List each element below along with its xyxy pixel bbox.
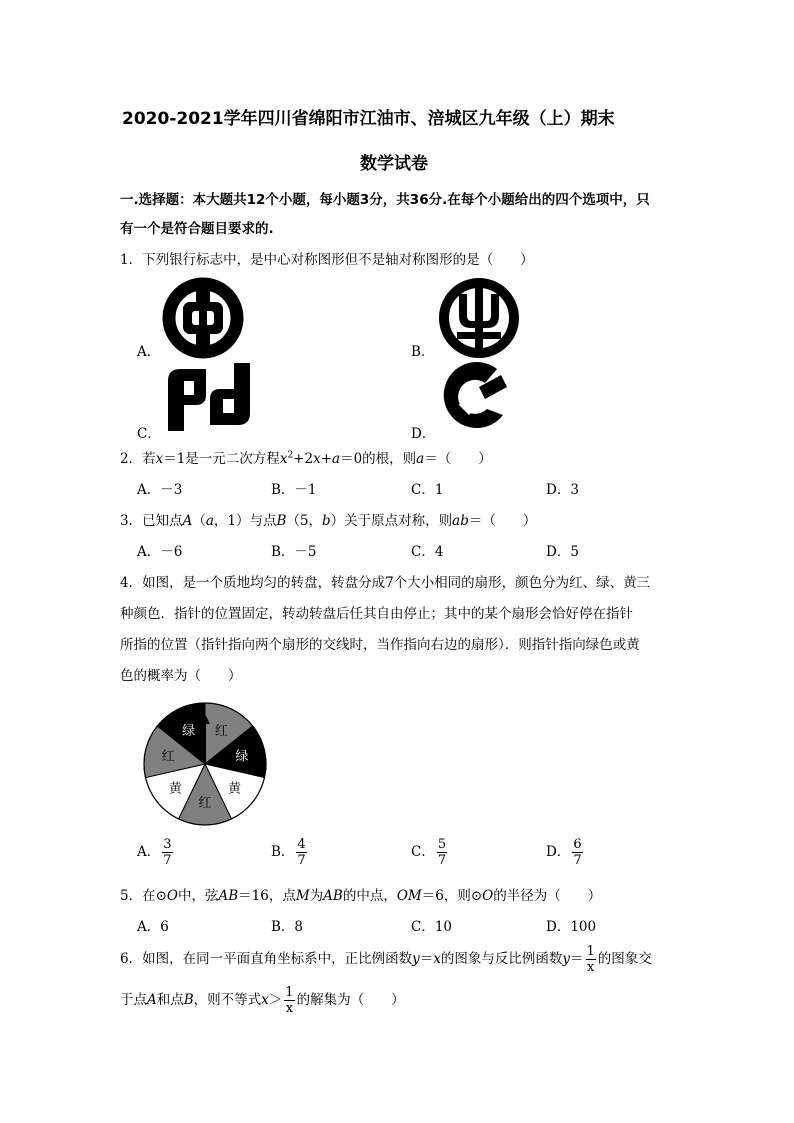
question-2-stem: 2．若x＝1是一元二次方程$x^2+2x+a=0$的根，则a＝（ ） bbox=[120, 450, 492, 467]
q5-option-d: D．100 bbox=[546, 919, 597, 935]
section-heading-line1: 一.选择题：本大题共12个小题，每小题3分，共36分.在每个小题给出的四个选项中，只 bbox=[120, 192, 650, 208]
question-4-line1: 4．如图，是一个质地均匀的转盘，转盘分成7个大小相同的扇形，颜色分为红、绿、黄三 bbox=[120, 575, 651, 591]
bank-of-china-logo bbox=[161, 276, 245, 360]
spinner-sector-label: 红 bbox=[214, 723, 228, 739]
q2-option-c: C．1 bbox=[411, 482, 444, 498]
question-5-stem: 5．在⊙O中，弦AB＝16，点M为AB的中点，OM＝6，则⊙O的半径为（ ） bbox=[120, 888, 602, 904]
question-4-line3: 所指的位置（指针指向两个扇形的交线时，当作指向右边的扇形）．则指针指向绿色或黄 bbox=[120, 637, 640, 653]
spinner-sector-label: 黄 bbox=[228, 781, 242, 797]
page-title-line1: 2020-2021学年四川省绵阳市江油市、涪城区九年级（上）期末 bbox=[122, 109, 615, 129]
spinner-sector-label: 绿 bbox=[182, 723, 196, 739]
q5-option-b: B．8 bbox=[271, 919, 304, 935]
page-title-line2: 数学试卷 bbox=[360, 154, 428, 174]
section-heading-line2: 有一个是符合题目要求的. bbox=[120, 221, 274, 237]
spinner-sector-label: 红 bbox=[161, 749, 175, 765]
q3-option-c: C．4 bbox=[411, 544, 444, 560]
question-3-stem: 3．已知点A（a，1）与点B（5，b）关于原点对称，则ab＝（ ） bbox=[120, 513, 537, 529]
spinner-sector-label: 红 bbox=[198, 795, 212, 811]
spinner-sector-label: 绿 bbox=[235, 749, 249, 765]
q4-option-a: A． $\frac{3}{7}$ bbox=[137, 837, 172, 868]
q2-option-b: B．－1 bbox=[271, 482, 317, 498]
question-4-line4: 色的概率为（ ） bbox=[120, 668, 242, 684]
q1-option-c-label: C． bbox=[137, 426, 161, 442]
q4-option-b: B． $\frac{4}{7}$ bbox=[271, 837, 306, 868]
construction-bank-logo bbox=[437, 359, 511, 431]
q2-option-a: A．－3 bbox=[137, 482, 183, 498]
q3-option-d: D．5 bbox=[546, 544, 579, 560]
q4-option-d: D． $\frac{6}{7}$ bbox=[546, 837, 582, 868]
question-1-stem: 1．下列银行标志中，是中心对称图形但不是轴对称图形的是（ ） bbox=[120, 252, 534, 268]
question-4-line2: 种颜色．指针的位置固定，转动转盘后任其自由停止；其中的某个扇形会恰好停在指针 bbox=[120, 606, 633, 622]
agricultural-bank-logo bbox=[437, 276, 521, 360]
q2-option-d: D．3 bbox=[546, 482, 579, 498]
spinner-sector-label: 黄 bbox=[168, 781, 182, 797]
spd-bank-logo bbox=[166, 361, 252, 433]
q3-option-b: B．－5 bbox=[271, 544, 317, 560]
question-6-line1: 6．如图，在同一平面直角坐标系中，正比例函数y＝x的图象与反比例函数y＝ $\frac{1}{x}$ 的图象交 bbox=[120, 944, 652, 975]
q3-option-a: A．－6 bbox=[137, 544, 183, 560]
q4-option-c: C． $\frac{5}{7}$ bbox=[411, 837, 447, 868]
q1-option-b-label: B． bbox=[411, 344, 435, 360]
q5-option-c: C．10 bbox=[411, 919, 453, 935]
question-6-line2: 于点A和点B，则不等式x＞ $\frac{1}{x}$ 的解集为（ ） bbox=[120, 985, 405, 1016]
q1-option-d-label: D． bbox=[411, 426, 436, 442]
spinner-figure bbox=[139, 698, 271, 830]
q5-option-a: A．6 bbox=[137, 919, 169, 935]
q1-option-a-label: A． bbox=[137, 344, 161, 360]
